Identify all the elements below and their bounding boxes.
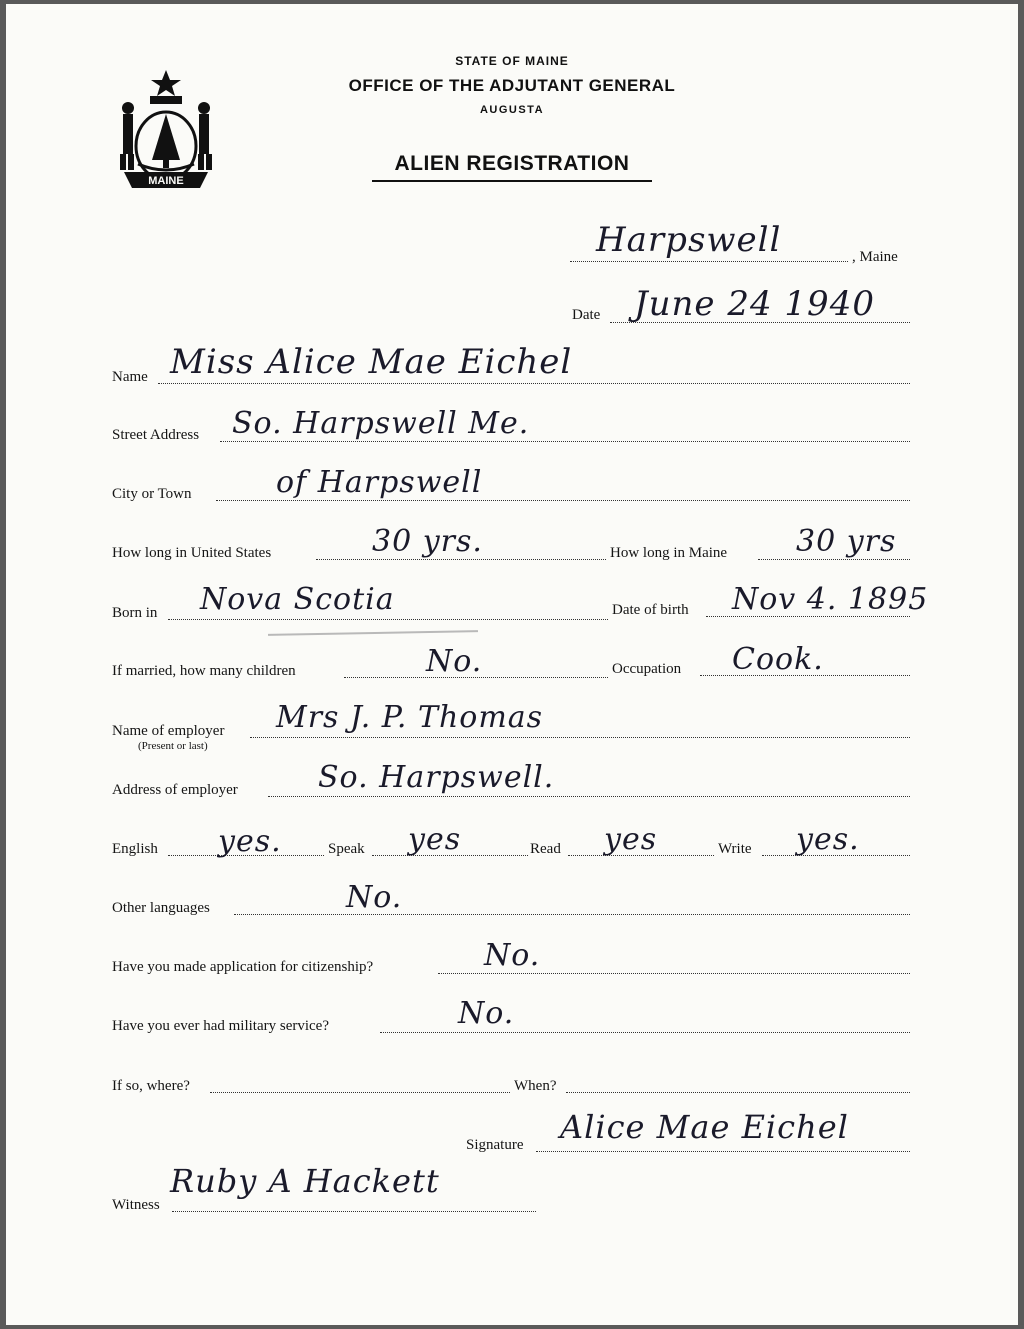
other-languages-label: Other languages	[112, 900, 210, 916]
occupation-label: Occupation	[612, 661, 682, 677]
city-or-town-value[interactable]: of Harpswell	[276, 465, 483, 500]
signature-value[interactable]: Alice Mae Eichel	[560, 1108, 849, 1146]
english-value[interactable]: yes.	[218, 824, 282, 859]
how-long-us-label: How long in United States	[112, 545, 272, 561]
speak-value[interactable]: yes	[408, 822, 462, 857]
born-in-value[interactable]: Nova Scotia	[200, 582, 395, 617]
date-value[interactable]: June 24 1940	[634, 284, 875, 324]
street-address-label: Street Address	[112, 427, 200, 443]
how-long-maine-label: How long in Maine	[610, 545, 728, 561]
town-line	[570, 261, 848, 262]
born-in-line	[168, 619, 608, 620]
employer-name-sublabel: (Present or last)	[138, 740, 208, 752]
how-long-us-line	[316, 559, 606, 560]
speak-label: Speak	[328, 841, 365, 857]
english-label: English	[112, 841, 158, 857]
witness-line	[172, 1211, 536, 1212]
employer-address-label: Address of employer	[112, 782, 238, 798]
children-value[interactable]: No.	[426, 644, 483, 679]
military-value[interactable]: No.	[458, 996, 515, 1031]
write-value[interactable]: yes.	[796, 822, 860, 857]
date-of-birth-value[interactable]: Nov 4. 1895	[732, 582, 929, 617]
street-address-value[interactable]: So. Harpswell Me.	[232, 406, 530, 441]
city-or-town-label: City or Town	[112, 486, 192, 502]
where-line	[210, 1092, 510, 1093]
employer-address-value[interactable]: So. Harpswell.	[318, 760, 555, 795]
name-value[interactable]: Miss Alice Mae Eichel	[170, 342, 573, 382]
seal-lettering: MAINE	[148, 175, 184, 187]
employer-address-line	[268, 796, 910, 797]
header-office: OFFICE OF THE ADJUTANT GENERAL	[348, 76, 676, 95]
city-or-town-line	[216, 500, 910, 501]
name-label: Name	[112, 369, 148, 385]
date-of-birth-label: Date of birth	[612, 602, 689, 618]
witness-label: Witness	[112, 1197, 160, 1213]
write-label: Write	[718, 841, 752, 857]
children-label: If married, how many children	[112, 663, 296, 679]
how-long-maine-line	[758, 559, 910, 560]
signature-label: Signature	[466, 1137, 524, 1153]
read-label: Read	[530, 841, 561, 857]
where-label: If so, where?	[112, 1078, 190, 1094]
when-label: When?	[514, 1078, 557, 1094]
date-label: Date	[572, 307, 601, 323]
street-address-line	[220, 441, 910, 442]
header-state: STATE OF MAINE	[455, 54, 569, 68]
town-value[interactable]: Harpswell	[596, 220, 782, 260]
registration-form-page	[6, 4, 1018, 1325]
citizenship-value[interactable]: No.	[484, 938, 541, 973]
other-languages-value[interactable]: No.	[346, 880, 403, 915]
header-city: AUGUSTA	[479, 104, 545, 116]
name-line	[158, 383, 910, 384]
how-long-us-value[interactable]: 30 yrs.	[372, 524, 483, 559]
how-long-maine-value[interactable]: 30 yrs	[796, 524, 897, 559]
citizenship-label: Have you made application for citizenship?	[112, 959, 374, 975]
signature-line	[536, 1151, 910, 1152]
employer-name-line	[250, 737, 910, 738]
pencil-underline	[268, 630, 478, 636]
town-suffix: , Maine	[852, 249, 898, 265]
employer-name-label: Name of employer	[112, 723, 225, 739]
military-line	[380, 1032, 910, 1033]
form-title: ALIEN REGISTRATION	[372, 152, 652, 182]
citizenship-line	[438, 973, 910, 974]
other-languages-line	[234, 914, 910, 915]
when-line	[566, 1092, 910, 1093]
employer-name-value[interactable]: Mrs J. P. Thomas	[276, 700, 544, 735]
witness-value[interactable]: Ruby A Hackett	[170, 1162, 440, 1200]
read-value[interactable]: yes	[604, 822, 658, 857]
occupation-value[interactable]: Cook.	[732, 642, 824, 677]
military-label: Have you ever had military service?	[112, 1018, 329, 1034]
born-in-label: Born in	[112, 605, 158, 621]
